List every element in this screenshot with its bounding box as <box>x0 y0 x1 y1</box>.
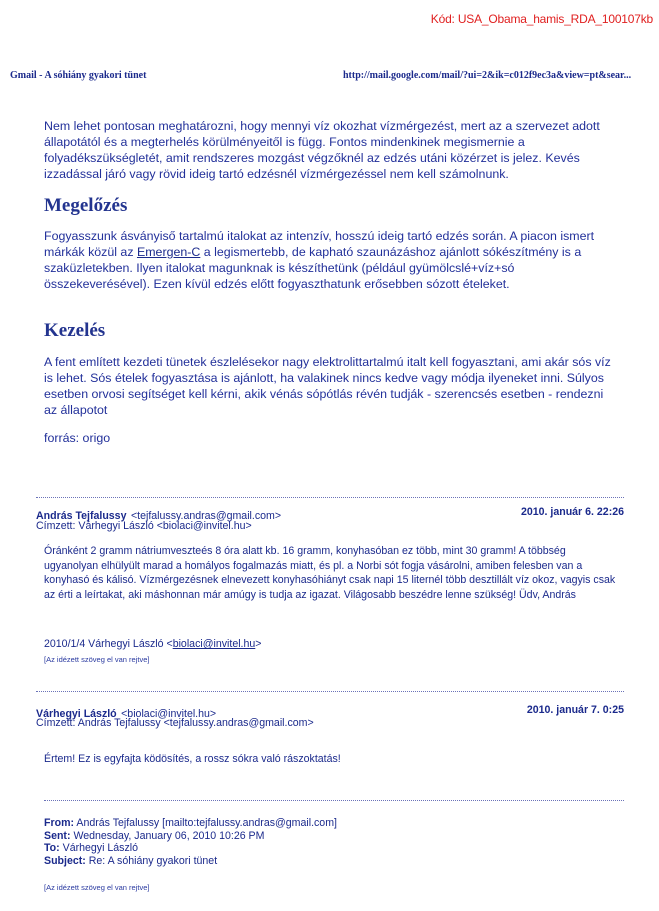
forwarded-to: To: Várhegyi László <box>44 842 139 854</box>
message1-date: 2010. január 6. 22:26 <box>520 506 624 518</box>
print-header-url: http://mail.google.com/mail/?ui=2&ik=c012f9ec3a&view=pt&sear... <box>343 70 632 81</box>
message1-recipient: Címzett: Várhegyi László <biolaci@invitel.hu> <box>36 520 252 532</box>
article-intro: Nem lehet pontosan meghatározni, hogy mennyi víz okozhat vízmérgezést, mert az a szervezet adott állapotától és a megterhelés körülményeitől is függ. Fontos mindenkinek megismernie a folyadékszükségletét, amit rendszeres mozgást végzőknél az edzés utáni közérzet is jelez. Kevés izzadással járó vagy rövid ideig tartó edzésnél vízmérgezéssel nem kell számolnunk. <box>44 119 600 181</box>
message1-body: Óránként 2 gramm nátriumveszteés 8 óra alatt kb. 16 gramm, konyhasóban ez több, mint 30 gramm! A többség ugyanolyan elhülyült marad a homályos fogalmazás miatt, és pl. a Norbi sót fogja vásárolni, amiben felesben van a konyhasó és kálisó. Vízmérgezésnek elnevezett konyhasóhiányt csak napi 15 liternél több desztillált víz okoz, vagyis csak az érti a leírtakat, aki máshonnan már amúgy is tudja az igazat. Világosabb beszédre lenne szükség! Üdv, András <box>44 545 616 601</box>
article-treatment: A fent említett kezdeti tünetek észlelésekor nagy elektrolittartalmú italt kell fogyasztani, ami akár sós víz is lehet. Sós ételek fogyasztása is ajánlott, ha valakinek nincs kedve vagy módja ilyeneket inni. Súlyos esetben orvosi segítséget kell kérni, akik vénás sópótlás révén tudják - szerencsés esetben - rendezni az állapotot <box>44 355 611 417</box>
prevention-text-before: Fogyasszunk ásványiső tartalmú italokat az intenzív, hosszú ideig tartó edzés során. A piacon ismert márkák közül az <box>44 229 595 259</box>
document-code-stamp: Kód: USA_Obama_hamis_RDA_100107kb <box>430 12 653 26</box>
print-header-title: Gmail - A sóhiány gyakori tünet <box>10 70 147 81</box>
article-source: forrás: origo <box>44 431 111 445</box>
prevention-text-after: a legismertebb, de kapható szaunázáshoz ajánlott sókészítmény is a szaküzletekben. Ilyen italokat magunknak is készíthetünk (például gyümölcslé+víz+só összekeverésével). Ezen kívül edzés előtt fogyaszthatunk erősebben sózott ételeket. <box>44 245 582 291</box>
message1-sender-name: András Tejfalussy <box>36 510 127 522</box>
message2-sender-name: Várhegyi László <box>36 708 117 720</box>
message-divider <box>36 497 624 498</box>
message1-sender-email: <tejfalussy.andras@gmail.com> <box>130 510 282 522</box>
forwarded-subject: Subject: Re: A sóhiány gyakori tünet <box>44 854 218 867</box>
forward-divider <box>44 800 624 801</box>
quote-email-link[interactable]: biolaci@invitel.hu <box>172 638 256 650</box>
forwarded-from: From: András Tejfalussy [mailto:tejfalussy.andras@gmail.com] <box>44 817 337 829</box>
message1-hidden-quote[interactable]: [Az idézett szöveg el van rejtve] <box>44 655 150 664</box>
forwarded-sent: Sent: Wednesday, January 06, 2010 10:26 PM <box>44 829 265 842</box>
quote-suffix: > <box>255 638 262 650</box>
message1-quote-line <box>44 638 261 650</box>
message2-body: Értem! Ez is egyfajta ködösítés, a rossz sókra való rászoktatás! <box>44 753 341 765</box>
message2-date: 2010. január 7. 0:25 <box>526 704 624 716</box>
message2-hidden-quote[interactable]: [Az idézett szöveg el van rejtve] <box>44 883 150 892</box>
emergen-c-link[interactable]: Emergen-C <box>136 245 201 259</box>
forwarded-header <box>44 817 337 867</box>
quote-prefix: 2010/1/4 Várhegyi László < <box>44 638 173 650</box>
heading-prevention: Megelőzés <box>44 195 128 216</box>
article-prevention <box>44 228 618 292</box>
message2-sender-email: <biolaci@invitel.hu> <box>121 708 217 720</box>
message-divider <box>36 691 624 692</box>
message2-recipient: Címzett: András Tejfalussy <tejfalussy.andras@gmail.com> <box>36 717 314 729</box>
heading-treatment: Kezelés <box>44 320 106 341</box>
